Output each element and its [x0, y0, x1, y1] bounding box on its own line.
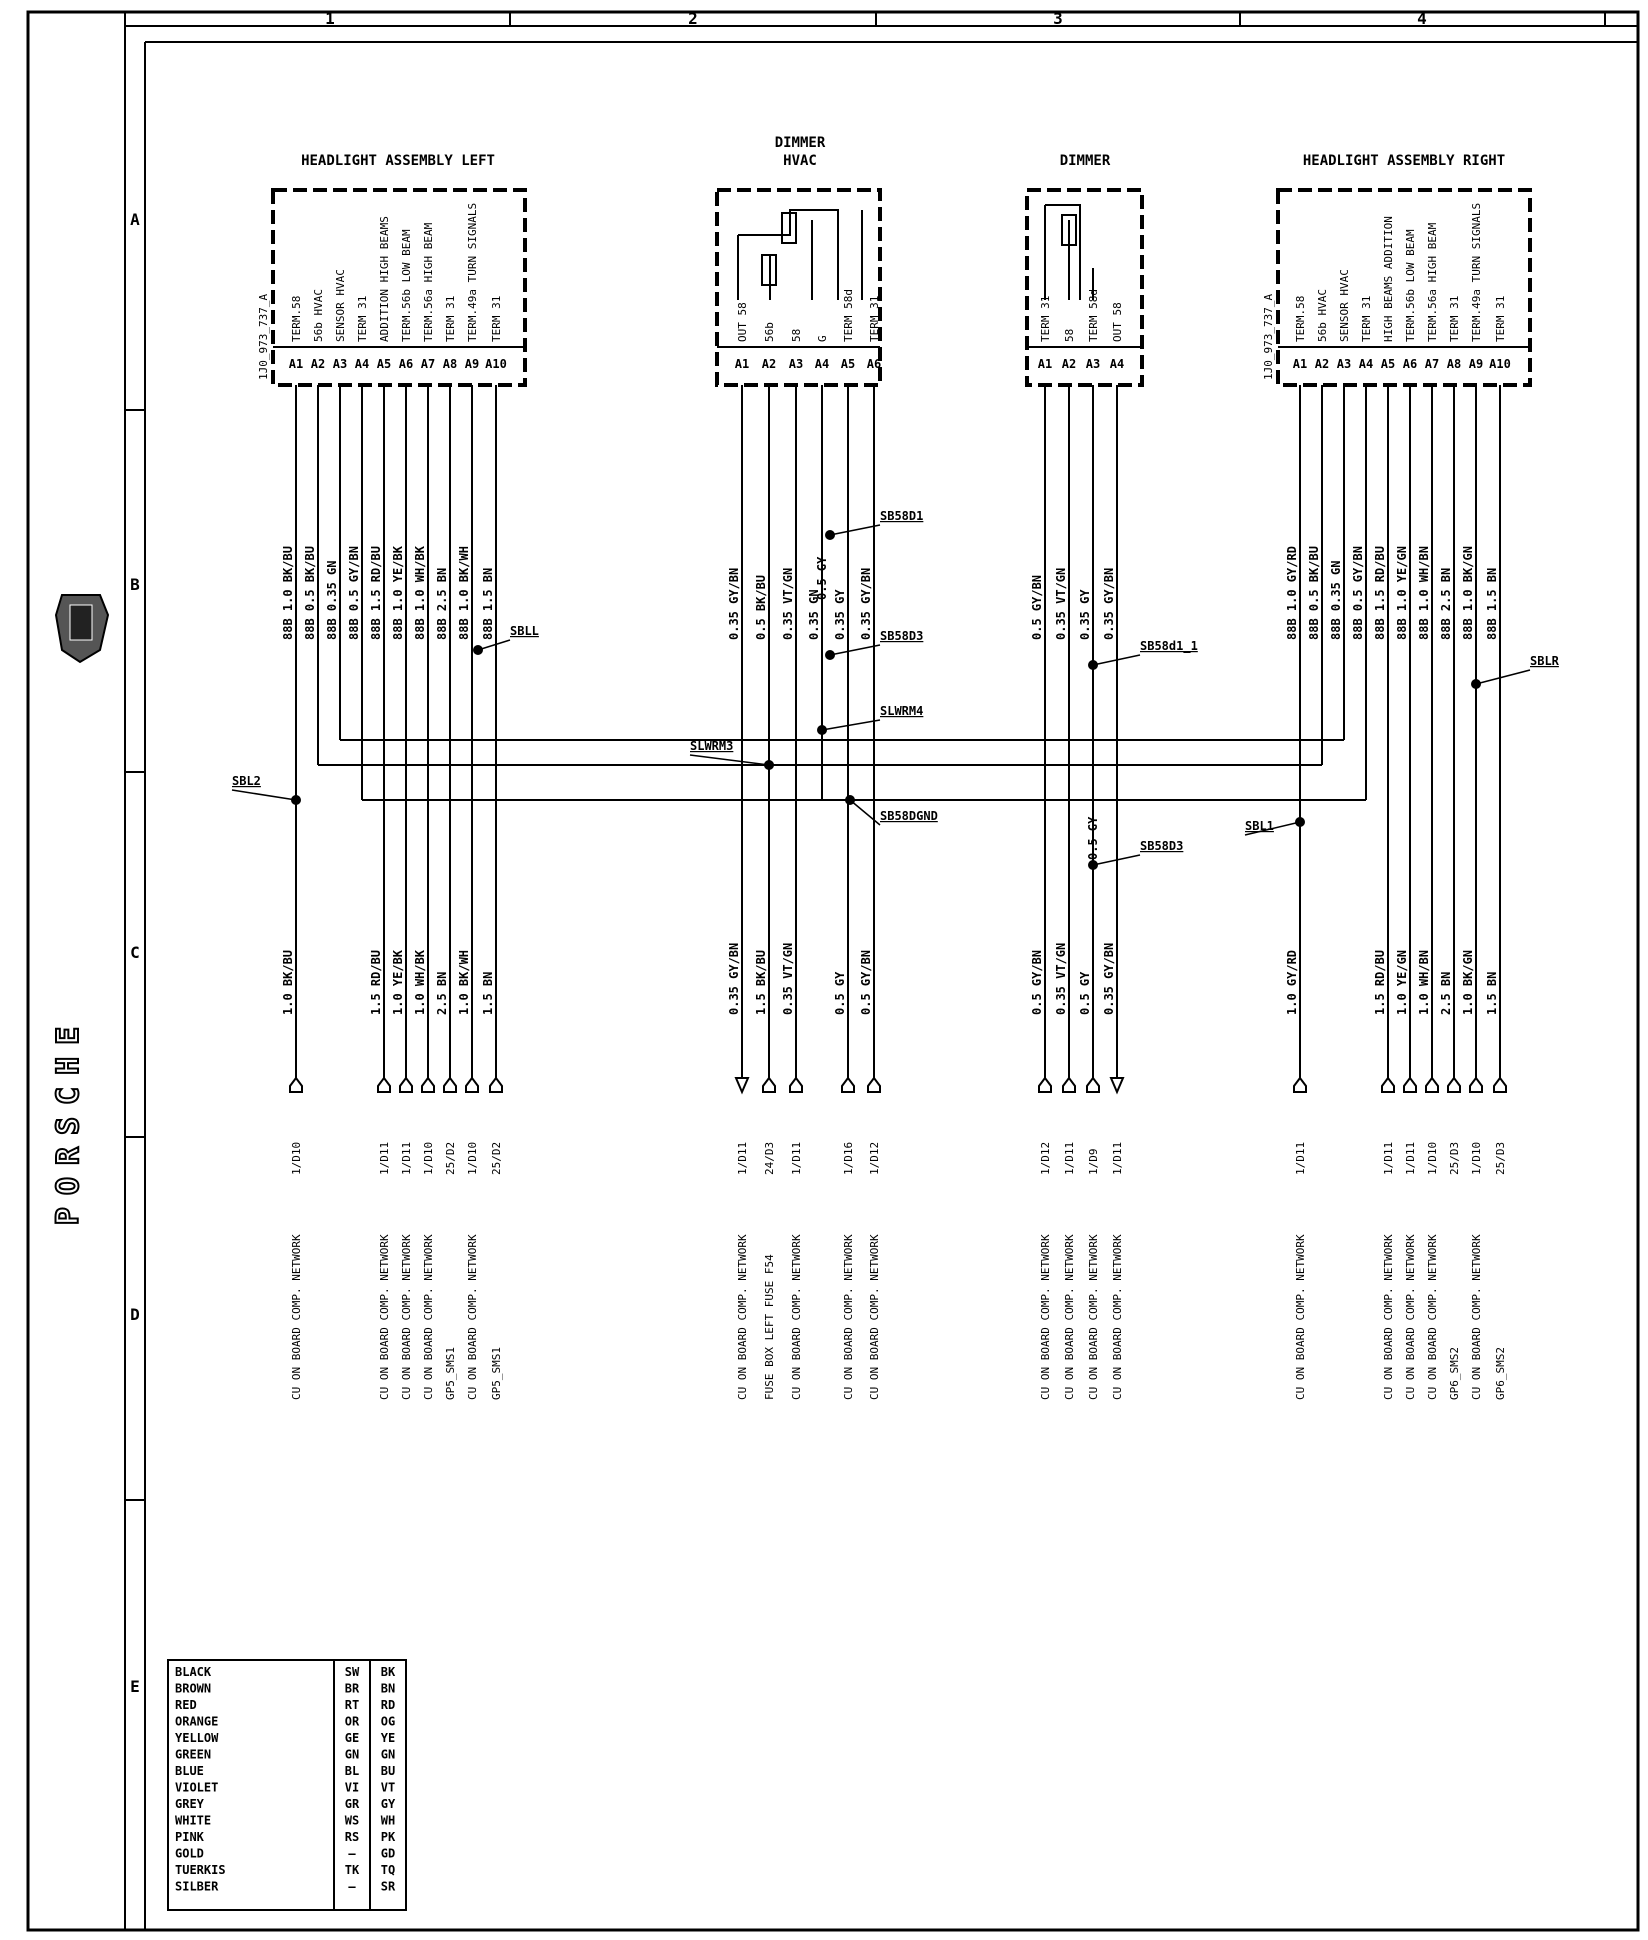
component-title: DIMMER — [774, 135, 826, 151]
legend-color-name: BLACK — [175, 1665, 212, 1679]
component-housing — [273, 190, 525, 385]
connector-arrow — [378, 1078, 390, 1092]
pin-function-label: SENSOR HVAC — [1338, 269, 1351, 342]
wire-label: 88B 2.5 BN — [435, 567, 449, 640]
destination-ref: 1/D11 — [1382, 1141, 1395, 1175]
wire-label: 1.0 GY/RD — [1285, 949, 1299, 1015]
destination-name: CU ON BOARD COMP. NETWORK — [400, 1234, 413, 1400]
wire-label: 0.5 GY/BN — [859, 949, 873, 1015]
destination-name: CU ON BOARD COMP. NETWORK — [1404, 1234, 1417, 1400]
legend-color-name: PINK — [175, 1830, 204, 1844]
pin-number: A2 — [1061, 357, 1077, 371]
component-dim-hvac — [717, 135, 881, 385]
connector-arrow — [1494, 1078, 1506, 1092]
splice-label: SBLR — [1530, 654, 1559, 668]
component-part-number: 1J0_973_737_A — [1262, 293, 1275, 380]
destination-name: CU ON BOARD COMP. NETWORK — [1039, 1234, 1052, 1400]
pin-function-label: TERM 31 — [356, 295, 369, 342]
grid-row-label: A — [130, 210, 140, 229]
wire-label: 0.35 GY/BN — [859, 567, 873, 640]
destination-name: CU ON BOARD COMP. NETWORK — [842, 1234, 855, 1400]
connector-arrow — [444, 1078, 456, 1092]
connector-arrow — [1087, 1078, 1099, 1092]
legend-color-name: BLUE — [175, 1764, 204, 1778]
wire-label: 1.0 WH/BN — [1417, 949, 1431, 1015]
connector-arrow — [422, 1078, 434, 1092]
legend-english-code: YE — [380, 1731, 396, 1745]
destination-ref: 1/D11 — [1404, 1141, 1417, 1175]
pin-number: A1 — [1037, 357, 1053, 371]
splice-leader — [1476, 670, 1530, 684]
pin-number: A6 — [866, 357, 882, 371]
legend-english-code: BU — [380, 1764, 396, 1778]
destination-name: CU ON BOARD COMP. NETWORK — [378, 1234, 391, 1400]
dimmer-hvac-internal — [738, 210, 862, 300]
wire-label: 88B 0.5 BK/BU — [1307, 546, 1321, 640]
pin-function-label: HIGH BEAMS ADDITION — [1382, 216, 1395, 342]
pin-function-label: 56b HVAC — [1316, 289, 1329, 342]
wire-label: 0.35 GN — [807, 589, 821, 640]
legend-german-code: RS — [344, 1830, 360, 1844]
grid-row-label: E — [130, 1677, 140, 1696]
component-title: HEADLIGHT ASSEMBLY RIGHT — [1302, 153, 1506, 169]
crest-shield-icon — [70, 605, 92, 640]
pin-number: A1 — [734, 357, 750, 371]
wire-label: 1.0 BK/BU — [281, 949, 295, 1015]
legend-german-code: BR — [344, 1681, 360, 1696]
legend-color-name: GOLD — [175, 1846, 204, 1861]
pin-function-label: 58 — [790, 328, 803, 342]
connector-arrow — [1294, 1078, 1306, 1092]
wire-label: 88B 0.35 GN — [325, 560, 339, 640]
wire-label: 88B 1.0 WH/BK — [413, 546, 427, 640]
legend-german-code: — — [348, 1846, 356, 1861]
legend-english-code: VT — [380, 1780, 396, 1795]
connector-arrow — [1382, 1078, 1394, 1092]
connector-arrow — [1039, 1078, 1051, 1092]
wire-label: 88B 1.0 YE/GN — [1395, 546, 1409, 640]
destination-ref: 1/D11 — [736, 1141, 749, 1175]
pin-number: A6 — [398, 357, 414, 371]
pin-function-label: SENSOR HVAC — [334, 269, 347, 342]
destination-name: GP6_SMS2 — [1494, 1347, 1507, 1400]
destination-name: CU ON BOARD COMP. NETWORK — [1087, 1234, 1100, 1400]
destination-ref: 1/D11 — [400, 1141, 413, 1175]
wire-label: 88B 1.0 YE/BK — [391, 546, 405, 640]
pin-function-label: OUT 58 — [736, 302, 749, 342]
wire-label: 0.35 GY/BN — [1102, 942, 1116, 1015]
splice-label: SB58d1_1 — [1140, 639, 1198, 653]
component-title: HVAC — [783, 153, 817, 169]
pin-number: A4 — [814, 357, 830, 371]
destination-name: CU ON BOARD COMP. NETWORK — [736, 1234, 749, 1400]
destination-name: GP5_SMS1 — [444, 1347, 457, 1400]
pin-number: A3 — [332, 357, 348, 371]
pin-number: A10 — [1489, 357, 1511, 371]
wire-label: 88B 1.5 RD/BU — [1373, 546, 1387, 640]
pin-number: A3 — [1336, 357, 1352, 371]
wire-label: 1.5 BK/BU — [754, 949, 768, 1015]
legend-german-code: GE — [344, 1731, 360, 1745]
wire-label: 88B 1.5 RD/BU — [369, 546, 383, 640]
destination-name: CU ON BOARD COMP. NETWORK — [1294, 1234, 1307, 1400]
pin-function-label: TERM 31 — [868, 295, 881, 342]
pin-number: A8 — [442, 357, 458, 371]
connector-arrow — [763, 1078, 775, 1092]
pin-function-label: TERM 58d — [1087, 289, 1100, 342]
wire-label: 88B 0.35 GN — [1329, 560, 1343, 640]
destination-name: CU ON BOARD COMP. NETWORK — [466, 1234, 479, 1400]
legend-english-code: OG — [380, 1714, 396, 1729]
legend-color-name: GREY — [175, 1797, 204, 1811]
wire-label: 88B 1.0 BK/WH — [457, 546, 471, 640]
destination-ref: 1/D11 — [1063, 1141, 1076, 1175]
destination-name: CU ON BOARD COMP. NETWORK — [1470, 1234, 1483, 1400]
pin-function-label: G — [816, 335, 829, 342]
pin-number: A3 — [1085, 357, 1101, 371]
pin-function-label: TERM.56b LOW BEAM — [400, 229, 413, 342]
wire-label: 88B 1.5 BN — [481, 567, 495, 640]
grid-row-label: D — [130, 1305, 140, 1324]
wire-label: 0.5 GY/BN — [1030, 949, 1044, 1015]
wire-label: 1.0 WH/BK — [413, 949, 427, 1015]
component-housing — [717, 190, 880, 385]
component-hl-left — [257, 153, 525, 385]
pin-number: A7 — [420, 357, 436, 371]
splice-leader — [478, 640, 510, 650]
component-part-number: 1J0_973_737_A — [257, 293, 270, 380]
splice-label: SBLL — [510, 624, 539, 638]
legend-english-code: TQ — [380, 1863, 396, 1877]
dimmer-internal — [1045, 205, 1093, 300]
wire-label: 0.35 VT/GN — [1054, 567, 1068, 640]
legend-german-code: GR — [344, 1797, 360, 1811]
destination-ref: 1/D10 — [290, 1141, 303, 1175]
wire-label: 88B 2.5 BN — [1439, 567, 1453, 640]
splice-leader — [232, 790, 296, 800]
pin-function-label: TERM.56b LOW BEAM — [1404, 229, 1417, 342]
destination-name: CU ON BOARD COMP. NETWORK — [1111, 1234, 1124, 1400]
destination-name: GP6_SMS2 — [1448, 1347, 1461, 1400]
legend-english-code: PK — [380, 1830, 396, 1844]
legend-english-code: GY — [380, 1797, 396, 1811]
pin-number: A2 — [310, 357, 326, 371]
wire-label: 0.35 GY/BN — [1102, 567, 1116, 640]
labels — [232, 509, 1560, 1400]
wire-label: 0.35 GY — [1078, 589, 1092, 640]
destination-name: CU ON BOARD COMP. NETWORK — [1382, 1234, 1395, 1400]
legend-german-code: RT — [344, 1698, 360, 1712]
splice-leader — [830, 645, 880, 655]
wire-label: 88B 0.5 BK/BU — [303, 546, 317, 640]
component-title: DIMMER — [1059, 153, 1111, 169]
destination-ref: 1/D11 — [790, 1141, 803, 1175]
wire-label: 1.0 YE/BK — [391, 949, 405, 1015]
connector-arrow — [842, 1078, 854, 1092]
pin-function-label: TERM 31 — [1360, 295, 1373, 342]
splice-label: SB58DGND — [880, 809, 938, 823]
legend-color-name: SILBER — [175, 1879, 219, 1894]
legend-color-name: BROWN — [175, 1681, 212, 1696]
pin-number: A1 — [288, 357, 304, 371]
component-hl-right — [1262, 153, 1530, 385]
pin-function-label: TERM 31 — [444, 295, 457, 342]
pin-function-label: 56b HVAC — [312, 289, 325, 342]
pin-number: A7 — [1424, 357, 1440, 371]
destination-ref: 1/D11 — [378, 1141, 391, 1175]
legend-english-code: SR — [380, 1879, 396, 1894]
pin-number: A10 — [485, 357, 507, 371]
wire-label: 0.35 GY — [833, 589, 847, 640]
wire-label: 0.35 GY/BN — [727, 942, 741, 1015]
splice-label: SB58D1 — [880, 509, 924, 523]
legend-german-code: — — [348, 1879, 356, 1894]
destination-ref: 1/D10 — [1426, 1141, 1439, 1175]
splice-leader — [690, 755, 769, 765]
destination-ref: 1/D11 — [1294, 1141, 1307, 1175]
wire-label: 0.5 GY — [833, 971, 847, 1015]
pin-number: A5 — [1380, 357, 1396, 371]
legend-color-name: TUERKIS — [175, 1863, 226, 1877]
pin-number: A4 — [354, 357, 370, 371]
grid-row-label: B — [130, 575, 140, 594]
legend-color-name: YELLOW — [175, 1731, 219, 1745]
wire-label: 1.5 RD/BU — [369, 949, 383, 1015]
pin-number: A3 — [788, 357, 804, 371]
wire-label: 88B 1.0 WH/BN — [1417, 546, 1431, 640]
destination-ref: 25/D3 — [1448, 1141, 1461, 1175]
destination-ref: 1/D10 — [422, 1141, 435, 1175]
pin-function-label: TERM.58 — [290, 295, 303, 342]
connector-arrow — [1111, 1078, 1123, 1092]
pin-function-label: 58 — [1063, 328, 1076, 342]
legend-german-code: TK — [344, 1863, 360, 1877]
components — [257, 135, 1530, 385]
wire-label: 0.5 GY/BN — [1030, 574, 1044, 640]
splice-label: SBL1 — [1245, 819, 1274, 833]
connector-arrow — [1404, 1078, 1416, 1092]
legend-german-code: BL — [344, 1764, 360, 1778]
wire-label: 0.35 GY/BN — [727, 567, 741, 640]
wire-label: 1.5 BN — [481, 971, 495, 1015]
legend-color-name: ORANGE — [175, 1714, 219, 1729]
connector-arrow — [790, 1078, 802, 1092]
brand-wordmark: PORSCHE — [51, 1014, 86, 1226]
wire-label: 1.0 BK/GN — [1461, 949, 1475, 1015]
wire-label: 88B 1.0 BK/GN — [1461, 546, 1475, 640]
legend-german-code: GN — [344, 1747, 360, 1762]
grid-column-label: 3 — [1053, 9, 1063, 28]
pin-function-label: TERM.49a TURN SIGNALS — [466, 202, 479, 342]
legend-color-name: VIOLET — [175, 1780, 219, 1795]
wire-label: 88B 0.5 GY/BN — [1351, 546, 1365, 640]
wire-label: 2.5 BN — [1439, 971, 1453, 1015]
legend-german-code: OR — [344, 1714, 360, 1729]
grid-column-label: 1 — [325, 9, 335, 28]
connector-arrow — [868, 1078, 880, 1092]
legend-english-code: WH — [380, 1813, 396, 1828]
wire-label: 88B 1.5 BN — [1485, 567, 1499, 640]
grid-row-label: C — [130, 943, 140, 962]
pin-function-label: OUT 58 — [1111, 302, 1124, 342]
connector-arrow — [490, 1078, 502, 1092]
pin-function-label: TERM 58d — [842, 289, 855, 342]
connector-arrow — [1470, 1078, 1482, 1092]
destination-ref: 25/D2 — [444, 1141, 457, 1175]
wire-label: 88B 0.5 GY/BN — [347, 546, 361, 640]
wire-label: 0.35 VT/GN — [1054, 942, 1068, 1015]
legend-english-code: BK — [380, 1665, 396, 1679]
wire-label: 1.0 BK/WH — [457, 949, 471, 1015]
connector-arrow — [1426, 1078, 1438, 1092]
destination-name: CU ON BOARD COMP. NETWORK — [1063, 1234, 1076, 1400]
legend-english-code: GN — [380, 1747, 396, 1762]
destination-ref: 25/D3 — [1494, 1141, 1507, 1175]
pin-function-label: TERM.49a TURN SIGNALS — [1470, 202, 1483, 342]
pin-number: A9 — [1468, 357, 1484, 371]
connector-arrow — [400, 1078, 412, 1092]
wire-label: 1.5 BN — [1485, 971, 1499, 1015]
destination-ref: 1/D12 — [868, 1141, 881, 1175]
legend-color-name: RED — [175, 1698, 197, 1712]
component-title: HEADLIGHT ASSEMBLY LEFT — [301, 153, 495, 169]
pin-function-label: 56b — [763, 322, 776, 342]
wire-label: 0.5 GY — [815, 556, 829, 600]
destination-ref: 1/D9 — [1087, 1148, 1100, 1175]
destination-name: CU ON BOARD COMP. NETWORK — [868, 1234, 881, 1400]
pin-number: A6 — [1402, 357, 1418, 371]
destination-ref: 1/D10 — [466, 1141, 479, 1175]
pin-function-label: TERM 31 — [1448, 295, 1461, 342]
pin-number: A4 — [1109, 357, 1125, 371]
splice-label: SBL2 — [232, 774, 261, 788]
pin-function-label: ADDITION HIGH BEAMS — [378, 216, 391, 342]
splice-label: SLWRM4 — [880, 704, 924, 718]
wire-label: 1.5 RD/BU — [1373, 949, 1387, 1015]
legend-german-code: VI — [344, 1780, 360, 1795]
splice-leader — [850, 800, 880, 825]
destination-ref: 1/D10 — [1470, 1141, 1483, 1175]
pin-number: A4 — [1358, 357, 1374, 371]
porsche-logo — [51, 595, 108, 1225]
wire-label: 0.5 GY — [1078, 971, 1092, 1015]
pin-number: A2 — [1314, 357, 1330, 371]
destination-name: CU ON BOARD COMP. NETWORK — [790, 1234, 803, 1400]
connector-arrow — [290, 1078, 302, 1092]
wire-label: 2.5 BN — [435, 971, 449, 1015]
destination-ref: 1/D11 — [1111, 1141, 1124, 1175]
wire-label: 0.35 VT/GN — [781, 567, 795, 640]
pin-number: A5 — [840, 357, 856, 371]
pin-function-label: TERM 31 — [490, 295, 503, 342]
destination-name: CU ON BOARD COMP. NETWORK — [422, 1234, 435, 1400]
connector-arrow — [466, 1078, 478, 1092]
splice-leader — [830, 525, 880, 535]
wire-label: 88B 1.0 BK/BU — [281, 546, 295, 640]
pin-function-label: TERM.56a HIGH BEAM — [422, 222, 435, 342]
legend-english-code: GD — [380, 1846, 396, 1861]
destination-name: FUSE BOX LEFT FUSE F54 — [763, 1254, 776, 1400]
pin-number: A9 — [464, 357, 480, 371]
wire-label: 88B 1.0 GY/RD — [1285, 546, 1299, 640]
pin-function-label: TERM.58 — [1294, 295, 1307, 342]
pin-number: A5 — [376, 357, 392, 371]
wire-label: 1.0 YE/GN — [1395, 949, 1409, 1015]
splice-leader — [822, 720, 880, 730]
legend-english-code: RD — [380, 1698, 396, 1712]
destination-name: CU ON BOARD COMP. NETWORK — [290, 1234, 303, 1400]
destination-name: GP5_SMS1 — [490, 1347, 503, 1400]
wire-label: 0.5 GY — [1086, 816, 1100, 860]
connector-arrow — [736, 1078, 748, 1092]
pin-function-label: TERM.56a HIGH BEAM — [1426, 222, 1439, 342]
wire-label: 0.5 BK/BU — [754, 574, 768, 640]
splice-label: SB58D3 — [880, 629, 924, 643]
connector-arrow — [1448, 1078, 1460, 1092]
destination-ref: 1/D12 — [1039, 1141, 1052, 1175]
destination-ref: 24/D3 — [763, 1141, 776, 1175]
destination-ref: 25/D2 — [490, 1141, 503, 1175]
legend-color-name: GREEN — [175, 1747, 212, 1762]
pin-function-label: TERM 31 — [1039, 295, 1052, 342]
destination-name: CU ON BOARD COMP. NETWORK — [1426, 1234, 1439, 1400]
pin-function-label: TERM 31 — [1494, 295, 1507, 342]
splice-label: SB58D3 — [1140, 839, 1184, 853]
splice-label: SLWRM3 — [690, 739, 734, 753]
pin-number: A1 — [1292, 357, 1308, 371]
legend-german-code: SW — [344, 1665, 360, 1679]
destination-ref: 1/D16 — [842, 1141, 855, 1175]
grid-column-label: 2 — [688, 9, 698, 28]
legend-german-code: WS — [344, 1813, 360, 1828]
pin-number: A8 — [1446, 357, 1462, 371]
color-legend — [168, 1660, 406, 1910]
grid-column-label: 4 — [1417, 9, 1427, 28]
wire-label: 0.35 VT/GN — [781, 942, 795, 1015]
pin-number: A2 — [761, 357, 777, 371]
legend-english-code: BN — [380, 1681, 396, 1696]
connector-arrow — [1063, 1078, 1075, 1092]
legend-color-name: WHITE — [175, 1813, 212, 1828]
